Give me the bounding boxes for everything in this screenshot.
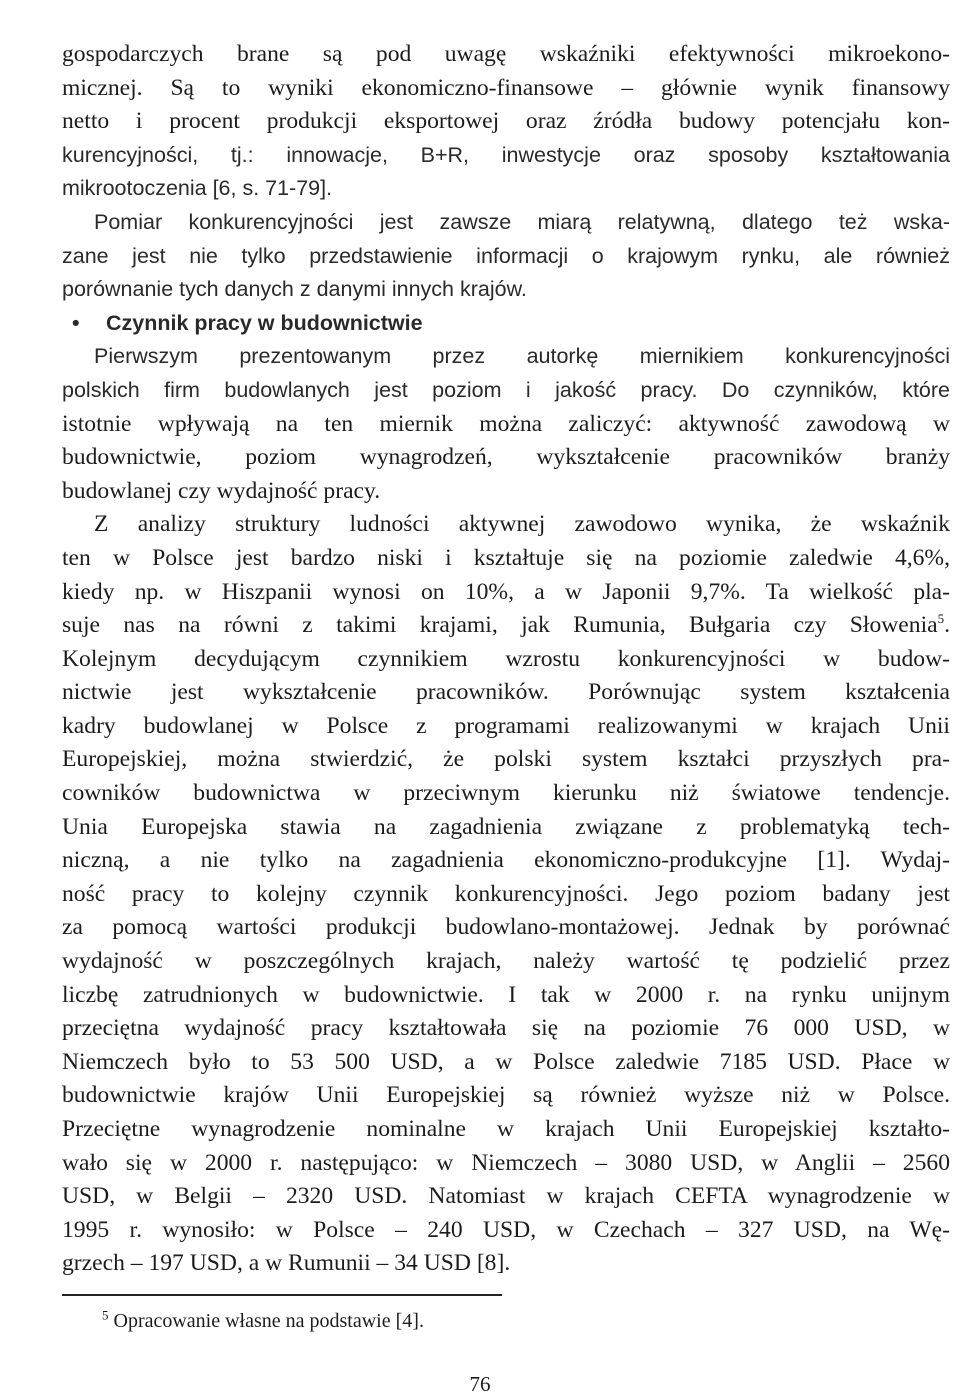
- text-line: liczbę zatrudnionych w budownictwie. I tak w 2000 r. na rynku unijnym: [62, 981, 950, 1008]
- text-line: 1995 r. wynosiło: w Polsce – 240 USD, w Czechach – 327 USD, na Wę-: [62, 1216, 950, 1243]
- text-line: micznej. Są to wyniki ekonomiczno-finansowe – głównie wynik finansowy: [62, 74, 950, 101]
- text-line: istotnie wpływają na ten miernik można zaliczyć: aktywność zawodową w: [62, 410, 950, 437]
- text-line: Pierwszym prezentowanym przez autorkę miernikiem konkurencyjności: [94, 344, 950, 369]
- text-line: niczną, a nie tylko na zagadnienia ekonomiczno-produkcyjne [1]. Wydaj-: [62, 847, 950, 874]
- text-line: Kolejnym decydującym czynnikiem wzrostu konkurencyjności w budow-: [62, 645, 950, 672]
- text-line: za pomocą wartości produkcji budowlano-montażowej. Jednak by porównać: [62, 914, 950, 941]
- section-heading-text: Czynnik pracy w budownictwie: [106, 310, 423, 335]
- text-line: Przeciętne wynagrodzenie nominalne w krajach Unii Europejskiej kształto-: [62, 1116, 950, 1142]
- text-line: ność pracy to kolejny czynnik konkurencyjności. Jego poziom badany jest: [62, 880, 950, 907]
- text-line: budowlanej czy wydajność pracy.: [62, 477, 381, 504]
- text-line: Z analizy struktury ludności aktywnej zawodowo wynika, że wskaźnik: [94, 511, 950, 538]
- footnote-reference: 5: [937, 611, 945, 627]
- text-line: [62, 609, 950, 643]
- text-line: nictwie jest wykształcenie pracowników. Porównując system kształcenia: [62, 679, 950, 706]
- text-line: polskich firm budowlanych jest poziom i jakość pracy. Do czynników, które: [62, 377, 950, 402]
- text-line: zane jest nie tylko przedstawienie informacji o krajowym rynku, ale również: [62, 243, 950, 268]
- text-line: kadry budowlanej w Polsce z programami realizowanymi w krajach Unii: [62, 712, 950, 739]
- page-number: 76: [469, 1372, 491, 1396]
- text-line: Europejskiej, można stwierdzić, że polski system kształci przyszłych pra-: [62, 746, 950, 773]
- text-line: ten w Polsce jest bardzo niski i kształtuje się na poziomie zaledwie 4,6%,: [62, 544, 950, 571]
- text-line: USD, w Belgii – 2320 USD. Natomiast w krajach CEFTA wynagrodzenie w: [62, 1183, 950, 1210]
- text-line: cowników budownictwa w przeciwnym kierunku niż światowe tendencje.: [62, 780, 950, 807]
- footnote-text: Opracowanie własne na podstawie [4].: [113, 1310, 424, 1332]
- text-line: Unia Europejska stawia na zagadnienia związane z problematyką tech-: [62, 813, 950, 840]
- section-heading: [62, 307, 950, 341]
- text-line: budownictwie, poziom wynagrodzeń, wykształcenie pracowników branży: [62, 444, 950, 471]
- text-line: kiedy np. w Hiszpanii wynosi on 10%, a w Japonii 9,7%. Ta wielkość pla-: [62, 578, 950, 605]
- text-line: Niemczech było to 53 500 USD, a w Polsce zaledwie 7185 USD. Płace w: [62, 1048, 950, 1075]
- text-line: porównanie tych danych z danymi innych krajów.: [62, 277, 527, 302]
- text-line: budownictwie krajów Unii Europejskiej są również wyższe niż w Polsce.: [62, 1082, 950, 1109]
- text-line: netto i procent produkcji eksportowej oraz źródła budowy potencjału kon-: [62, 108, 950, 135]
- page-body: [62, 38, 950, 1281]
- text-fragment: suje nas na równi z takimi krajami, jak Rumunia, Bułgaria czy Słowenia: [62, 612, 938, 639]
- text-fragment: .: [944, 612, 950, 639]
- bullet-icon: •: [72, 310, 80, 335]
- footnote-number: 5: [102, 1307, 109, 1323]
- text-line: grzech – 197 USD, a w Rumunii – 34 USD [8].: [62, 1250, 511, 1277]
- text-line: przeciętna wydajność pracy kształtowała się na poziomie 76 000 USD, w: [62, 1015, 950, 1042]
- footnote-divider: [62, 1294, 502, 1296]
- text-line: gospodarczych brane są pod uwagę wskaźniki efektywności mikroekono-: [62, 41, 950, 67]
- text-fragment: mikrootoczenia [6, s. 71-79].: [62, 176, 333, 201]
- text-line: kurencyjności, tj.: innowacje, B+R, inwestycje oraz sposoby kształtowania: [62, 142, 950, 167]
- text-line: wało się w 2000 r. następująco: w Niemczech – 3080 USD, w Anglii – 2560: [62, 1149, 950, 1176]
- text-line: Pomiar konkurencyjności jest zawsze miarą relatywną, dlatego też wska-: [94, 209, 950, 234]
- footnote: [102, 1307, 424, 1333]
- text-line: [62, 172, 950, 206]
- text-line: wydajność w poszczególnych krajach, należy wartość tę podzielić przez: [62, 948, 950, 975]
